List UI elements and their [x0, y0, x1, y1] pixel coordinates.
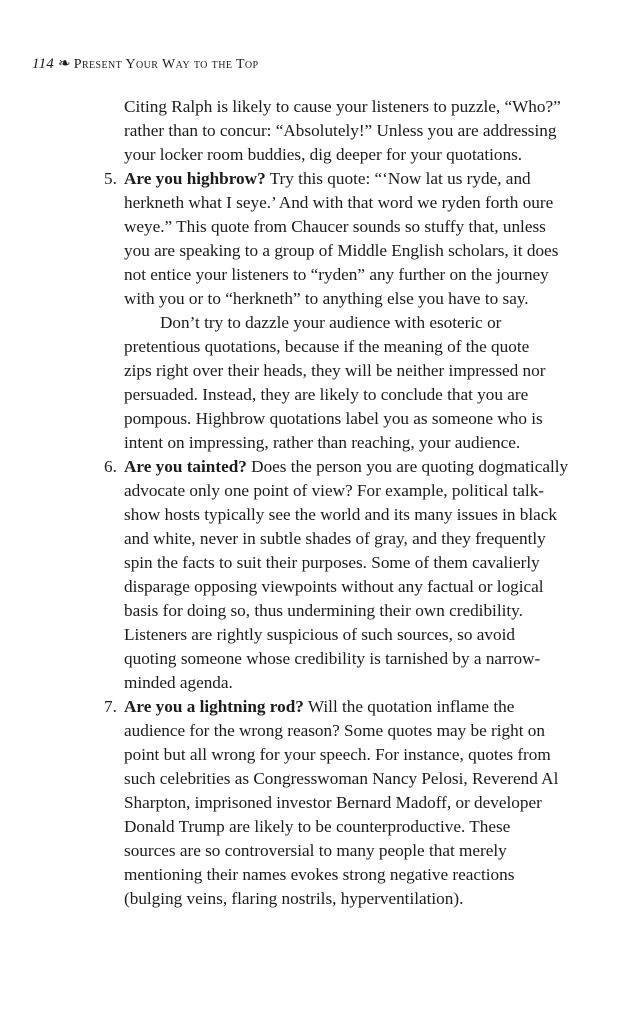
text-line: Citing Ralph is likely to cause your listeners to puzzle, “Who?”: [124, 97, 561, 116]
text-line: spin the facts to suit their purposes. Some of them cavalierly: [124, 553, 540, 572]
text-line: weye.” This quote from Chaucer sounds so stuffy that, unless: [124, 217, 546, 236]
fleuron-ornament-icon: ❧: [58, 56, 71, 72]
text-line: sources are so controversial to many people that merely: [124, 841, 507, 860]
list-item-number: 5.: [104, 169, 117, 188]
text-line: such celebrities as Congresswoman Nancy Pelosi, Reverend Al: [124, 769, 559, 788]
text-line: quoting someone whose credibility is tarnished by a narrow-: [124, 649, 541, 668]
text-line: (bulging veins, flaring nostrils, hyperventilation).: [124, 889, 464, 908]
text-line: Will the quotation inflame the: [303, 697, 515, 716]
running-head: [32, 55, 259, 74]
text-line: rather than to concur: “Absolutely!” Unless you are addressing: [124, 121, 557, 140]
list-item-lead: Are you highbrow?: [124, 169, 266, 188]
text-line: not entice your listeners to “ryden” any further on the journey: [124, 265, 549, 284]
text-line: point but all wrong for your speech. For instance, quotes from: [124, 745, 551, 764]
list-item-number: 7.: [104, 697, 117, 716]
text-line: minded agenda.: [124, 673, 233, 692]
text-line: advocate only one point of view? For example, political talk-: [124, 481, 545, 500]
text-line: Does the person you are quoting dogmatically: [246, 457, 569, 476]
text-line: intent on impressing, rather than reaching, your audience.: [124, 433, 521, 452]
running-title: Present Your Way to the Top: [73, 57, 259, 72]
text-line: pretentious quotations, because if the meaning of the quote: [124, 337, 530, 356]
text-line: mentioning their names evokes strong negative reactions: [124, 865, 515, 884]
text-line: show hosts typically see the world and its many issues in black: [124, 505, 557, 524]
text-line: basis for doing so, thus undermining their own credibility.: [124, 601, 523, 620]
text-line: herkneth what I seye.’ And with that word we ryden forth oure: [124, 193, 554, 212]
text-line: you are speaking to a group of Middle English scholars, it does: [124, 241, 559, 260]
text-line: disparage opposing viewpoints without any factual or logical: [124, 577, 544, 596]
list-item-number: 6.: [104, 457, 117, 476]
list-item-lead: Are you a lightning rod?: [124, 697, 304, 716]
text-line: zips right over their heads, they will be neither impressed nor: [124, 361, 546, 380]
text-line: Don’t try to dazzle your audience with esoteric or: [160, 313, 502, 332]
text-line: with you or to “herkneth” to anything else you have to say.: [124, 289, 529, 308]
text-line: and white, never in subtle shades of gray, and they frequently: [124, 529, 546, 548]
list-item-first-line: [124, 167, 531, 191]
text-line: Donald Trump are likely to be counterproductive. These: [124, 817, 511, 836]
page-number: 114: [32, 56, 54, 72]
text-line: Try this quote: “‘Now lat us ryde, and: [265, 169, 531, 188]
list-item-first-line: [124, 455, 568, 479]
list-item-lead: Are you tainted?: [124, 457, 247, 476]
text-line: Sharpton, imprisoned investor Bernard Madoff, or developer: [124, 793, 542, 812]
text-line: audience for the wrong reason? Some quotes may be right on: [124, 721, 545, 740]
text-line: Listeners are rightly suspicious of such sources, so avoid: [124, 625, 515, 644]
text-line: persuaded. Instead, they are likely to conclude that you are: [124, 385, 529, 404]
text-line: pompous. Highbrow quotations label you as someone who is: [124, 409, 543, 428]
list-item-first-line: [124, 695, 514, 719]
text-line: your locker room buddies, dig deeper for your quotations.: [124, 145, 523, 164]
